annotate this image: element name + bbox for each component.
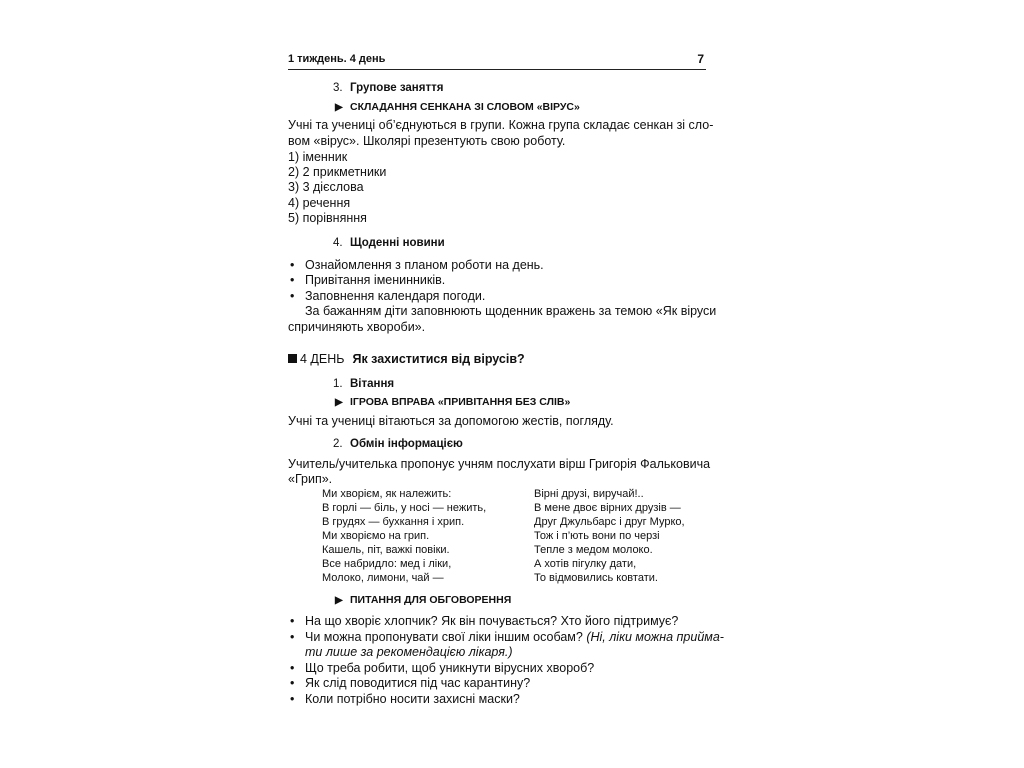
poem-line: В грудях — бухкання і хрип. <box>322 516 465 528</box>
arrow-right-icon: ▶ <box>335 102 343 113</box>
bullet-icon: • <box>290 273 295 287</box>
poem-line: Кашель, піт, важкі повіки. <box>322 544 450 556</box>
section-heading-info-exchange <box>333 438 463 450</box>
activity-title: ПИТАННЯ ДЛЯ ОБГОВОРЕННЯ <box>350 594 512 606</box>
list-item: • Що треба робити, щоб уникнути вірусних хвороб? <box>290 661 595 675</box>
body-text: Учні та учениці вітаються за допомогою жестів, погляду. <box>288 414 614 428</box>
note-line: За бажанням діти заповнюють щоденник вражень за темою «Як віруси <box>305 304 717 318</box>
activity-heading-greeting-game <box>335 396 570 408</box>
poem-line: Вірні друзі, виручай!.. <box>534 488 644 500</box>
section-title: Обмін інформацією <box>350 438 463 450</box>
section-title: Щоденні новини <box>350 237 445 249</box>
activity-heading-sinkwine <box>335 101 580 113</box>
page-number: 7 <box>697 52 704 66</box>
running-header: 1 тиждень. 4 день <box>288 53 386 65</box>
day-heading <box>288 352 525 366</box>
list-item: • Коли потрібно носити захисні маски? <box>290 692 520 706</box>
activity-title: СКЛАДАННЯ СЕНКАНА ЗІ СЛОВОМ «ВІРУС» <box>350 101 580 113</box>
poem-line: Тож і п’ють вони по черзі <box>534 530 660 542</box>
section-title: Вітання <box>350 378 395 390</box>
poem-line: А хотів пігулку дати, <box>534 558 637 570</box>
day-label: 4 ДЕНЬ <box>300 352 345 366</box>
poem-line: Ми хворіємо на грип. <box>322 530 430 542</box>
list-item: • На що хворіє хлопчик? Як він почувається? Хто його підтримує? <box>290 614 679 628</box>
section-heading-greeting <box>333 378 394 390</box>
list-item: • Заповнення календаря погоди. <box>290 289 486 303</box>
bullet-icon: • <box>290 258 295 272</box>
list-item: 1) іменник <box>288 150 348 164</box>
day-title: Як захиститися від вірусів? <box>352 352 525 366</box>
poem-line: Тепле з медом молоко. <box>534 544 653 556</box>
square-icon <box>288 354 297 363</box>
section-title: Групове заняття <box>350 82 444 94</box>
list-item-continuation: ти лише за рекомендацією лікаря.) <box>305 645 513 659</box>
poem-line: Все набридло: мед і ліки, <box>322 558 452 570</box>
list-item: • Чи можна пропонувати свої ліки іншим особам? (Ні, ліки можна прийма- <box>290 630 724 644</box>
bullet-icon: • <box>290 661 295 675</box>
section-number: 2. <box>333 438 343 450</box>
bullet-icon: • <box>290 692 295 706</box>
arrow-right-icon: ▶ <box>335 595 343 606</box>
activity-title: ІГРОВА ВПРАВА «ПРИВІТАННЯ БЕЗ СЛІВ» <box>350 396 571 408</box>
section-heading-daily-news <box>333 237 445 249</box>
intro-line: Учитель/учителька пропонує учням послухати вірш Григорія Фальковича <box>288 457 711 471</box>
poem-line: В мене двоє вірних друзів — <box>534 502 681 514</box>
arrow-right-icon: ▶ <box>335 397 343 408</box>
list-item: • Ознайомлення з планом роботи на день. <box>290 258 544 272</box>
intro-line: Учні та учениці об’єднуються в групи. Кожна група складає сенкан зі сло- <box>288 118 714 132</box>
section-number: 1. <box>333 378 343 390</box>
bullet-icon: • <box>290 614 295 628</box>
list-item: 4) речення <box>288 196 351 210</box>
poem-line: То відмовились ковтати. <box>534 572 658 584</box>
poem-line: Молоко, лимони, чай — <box>322 572 444 584</box>
note-line: спричиняють хвороби». <box>288 320 426 334</box>
section-number: 4. <box>333 237 343 249</box>
header-rule <box>288 69 706 70</box>
bullet-icon: • <box>290 676 295 690</box>
list-item: • Привітання іменинників. <box>290 273 446 287</box>
intro-line: вом «вірус». Школярі презентують свою роботу. <box>288 134 566 148</box>
poem-line: Друг Джульбарс і друг Мурко, <box>534 516 685 528</box>
poem-line: Ми хворієм, як належить: <box>322 488 452 500</box>
list-item: 2) 2 прикметники <box>288 165 387 179</box>
section-number: 3. <box>333 82 343 94</box>
list-item: 5) порівняння <box>288 211 367 225</box>
poem-line: В горлі — біль, у носі — нежить, <box>322 502 487 514</box>
intro-line: «Грип». <box>288 472 333 486</box>
bullet-icon: • <box>290 630 295 644</box>
activity-heading-discussion <box>335 594 511 606</box>
list-item: 3) 3 дієслова <box>288 180 364 194</box>
list-item: • Як слід поводитися під час карантину? <box>290 676 531 690</box>
bullet-icon: • <box>290 289 295 303</box>
section-heading-group-work <box>333 82 443 94</box>
